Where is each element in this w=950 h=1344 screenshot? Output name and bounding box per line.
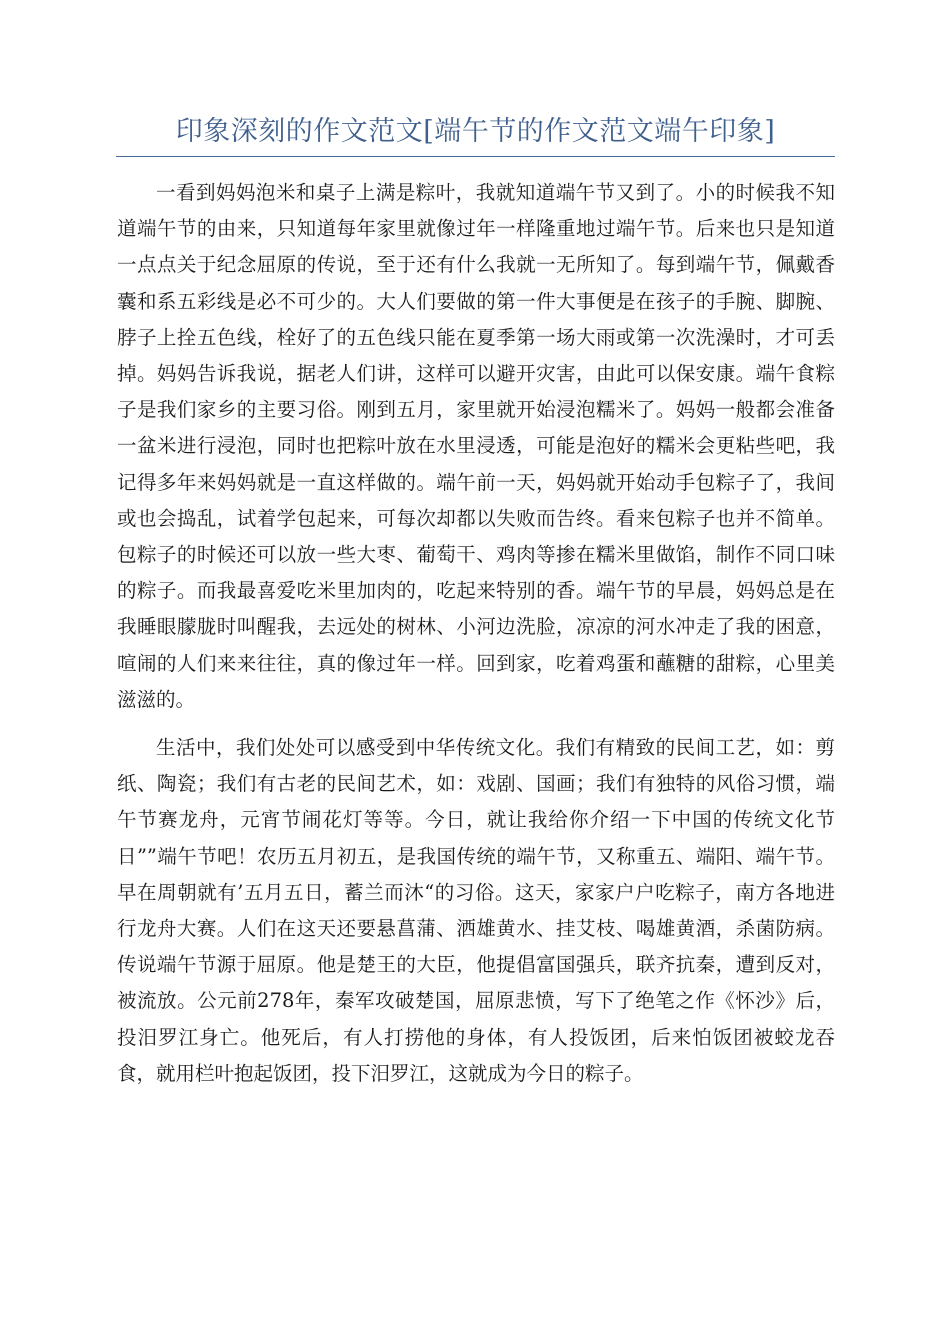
paragraph-1: 一看到妈妈泡米和桌子上满是粽叶，我就知道端午节又到了。小的时候我不知道端午节的由来，只知道每年家里就像过年一样隆重地过端午节。后来也只是知道一点点关于纪念屈原的传说，至于还有什么我就一无所知了。每到端午节，佩戴香囊和系五彩线是必不可少的。大人们要做的第一件大事便是在孩子的手腕、脚腕、脖子上拴五色线，栓好了的五色线只能在夏季第一场大雨或第一次洗澡时，才可丢掉。妈妈告诉我说，据老人们讲，这样可以避开灾害，由此可以保安康。端午食粽子是我们家乡的主要习俗。刚到五月，家里就开始浸泡糯米了。妈妈一般都会准备一盆米进行浸泡，同时也把粽叶放在水里浸透，可能是泡好的糯米会更粘些吧，我记得多年来妈妈就是一直这样做的。端午前一天，妈妈就开始动手包粽子了，我间或也会捣乱，试着学包起来，可每次却都以失败而告终。看来包粽子也并不简单。包粽子的时候还可以放一些大枣、葡萄干、鸡肉等掺在糯米里做馅，制作不同口味的粽子。而我最喜爱吃米里加肉的，吃起来特别的香。端午节的早晨，妈妈总是在我睡眼朦胧时叫醒我，去远处的树林、小河边洗脸，凉凉的河水冲走了我的困意，喧闹的人们来来往往，真的像过年一样。回到家，吃着鸡蛋和蘸糖的甜粽，心里美滋滋的。 [117, 181, 835, 711]
page-title: 印象深刻的作文范文[端午节的作文范文端午印象] [175, 116, 776, 147]
document-body [117, 175, 835, 1092]
title-block [116, 112, 835, 157]
paragraph-2: 生活中，我们处处可以感受到中华传统文化。我们有精致的民间工艺，如：剪纸、陶瓷；我们有古老的民间艺术，如：戏剧、国画；我们有独特的风俗习惯，端午节赛龙舟，元宵节闹花灯等等。今日，就让我给你介绍一下中国的传统文化节日””端午节吧！农历五月初五，是我国传统的端午节，又称重五、端阳、端午节。早在周朝就有’五月五日，蓄兰而沐“的习俗。这天，家家户户吃粽子，南方各地进行龙舟大赛。人们在这天还要悬菖蒲、洒雄黄水、挂艾枝、喝雄黄酒，杀菌防病。传说端午节源于屈原。他是楚王的大臣，他提倡富国强兵，联齐抗秦，遭到反对，被流放。公元前278年，秦军攻破楚国，屈原悲愤，写下了绝笔之作《怀沙》后，投汨罗江身亡。他死后，有人打捞他的身体，有人投饭团，后来怕饭团被蛟龙吞食，就用栏叶抱起饭团，投下汨罗江，这就成为今日的粽子。 [117, 736, 835, 1085]
